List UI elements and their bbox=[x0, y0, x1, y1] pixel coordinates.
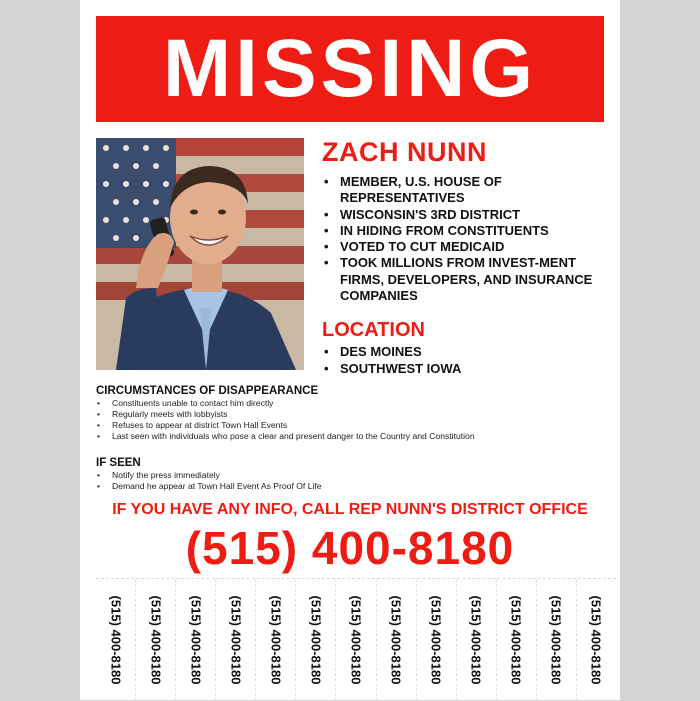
tab-phone: (515) 400-8180 bbox=[108, 595, 124, 685]
tear-off-tab[interactable] bbox=[256, 579, 296, 701]
location-title: LOCATION bbox=[322, 319, 425, 342]
if-seen-title: IF SEEN bbox=[96, 457, 141, 469]
list-item: • DES MOINES bbox=[322, 344, 612, 360]
if-seen-section bbox=[96, 456, 606, 492]
tear-off-tab[interactable] bbox=[296, 579, 336, 701]
tab-phone: (515) 400-8180 bbox=[148, 595, 164, 685]
circumstances-section bbox=[96, 384, 606, 442]
tab-phone: (515) 400-8180 bbox=[468, 595, 484, 685]
tear-off-tab[interactable] bbox=[96, 579, 136, 701]
phone-number: (515) 400-8180 bbox=[185, 522, 515, 574]
tab-phone: (515) 400-8180 bbox=[428, 595, 444, 685]
tab-phone: (515) 400-8180 bbox=[388, 595, 404, 685]
tab-phone: (515) 400-8180 bbox=[308, 595, 324, 685]
tab-phone: (515) 400-8180 bbox=[228, 595, 244, 685]
tear-off-tab[interactable] bbox=[336, 579, 376, 701]
tear-off-tab[interactable] bbox=[577, 579, 616, 701]
tab-phone: (515) 400-8180 bbox=[588, 595, 604, 685]
list-item: • IN HIDING FROM CONSTITUENTS bbox=[322, 223, 612, 239]
list-item: • SOUTHWEST IOWA bbox=[322, 361, 612, 377]
list-item: • Regularly meets with lobbyists bbox=[96, 409, 606, 420]
tear-off-tab[interactable] bbox=[216, 579, 256, 701]
tear-off-tab[interactable] bbox=[537, 579, 577, 701]
details-column bbox=[322, 136, 612, 377]
tab-phone: (515) 400-8180 bbox=[508, 595, 524, 685]
list-item: • Last seen with individuals who pose a clear and present danger to the Country and Constitution bbox=[96, 431, 606, 442]
list-item: • Notify the press immediately bbox=[96, 470, 606, 481]
list-item: • Constituents unable to contact him directly bbox=[96, 398, 606, 409]
call-to-action: IF YOU HAVE ANY INFO, CALL REP NUNN'S DISTRICT OFFICE bbox=[112, 501, 588, 518]
circumstances-title: CIRCUMSTANCES OF DISAPPEARANCE bbox=[96, 385, 319, 397]
list-item: • Refuses to appear at district Town Hall Events bbox=[96, 420, 606, 431]
tear-off-tab[interactable] bbox=[377, 579, 417, 701]
tear-off-tab[interactable] bbox=[136, 579, 176, 701]
tear-off-tab[interactable] bbox=[497, 579, 537, 701]
tear-off-tab[interactable] bbox=[417, 579, 457, 701]
tear-off-tabs bbox=[96, 578, 616, 701]
tab-phone: (515) 400-8180 bbox=[268, 595, 284, 685]
list-item: • TOOK MILLIONS FROM INVEST-MENT FIRMS, DEVELOPERS, AND INSURANCE COMPANIES bbox=[322, 255, 612, 304]
list-item: • Demand he appear at Town Hall Event As Proof Of Life bbox=[96, 481, 606, 492]
tab-phone: (515) 400-8180 bbox=[348, 595, 364, 685]
tear-off-tab[interactable] bbox=[176, 579, 216, 701]
person-name: ZACH NUNN bbox=[322, 137, 487, 167]
tab-phone: (515) 400-8180 bbox=[548, 595, 564, 685]
tab-phone: (515) 400-8180 bbox=[188, 595, 204, 685]
portrait-photo bbox=[96, 138, 304, 370]
facts-list bbox=[322, 174, 612, 304]
tear-off-tab[interactable] bbox=[457, 579, 497, 701]
missing-poster bbox=[80, 0, 620, 700]
location-list bbox=[322, 344, 612, 377]
list-item: • VOTED TO CUT MEDICAID bbox=[322, 239, 612, 255]
banner-title: MISSING bbox=[162, 23, 538, 114]
list-item: • WISCONSIN'S 3RD DISTRICT bbox=[322, 207, 612, 223]
list-item: • MEMBER, U.S. HOUSE OF REPRESENTATIVES bbox=[322, 174, 612, 207]
missing-banner bbox=[96, 16, 604, 122]
